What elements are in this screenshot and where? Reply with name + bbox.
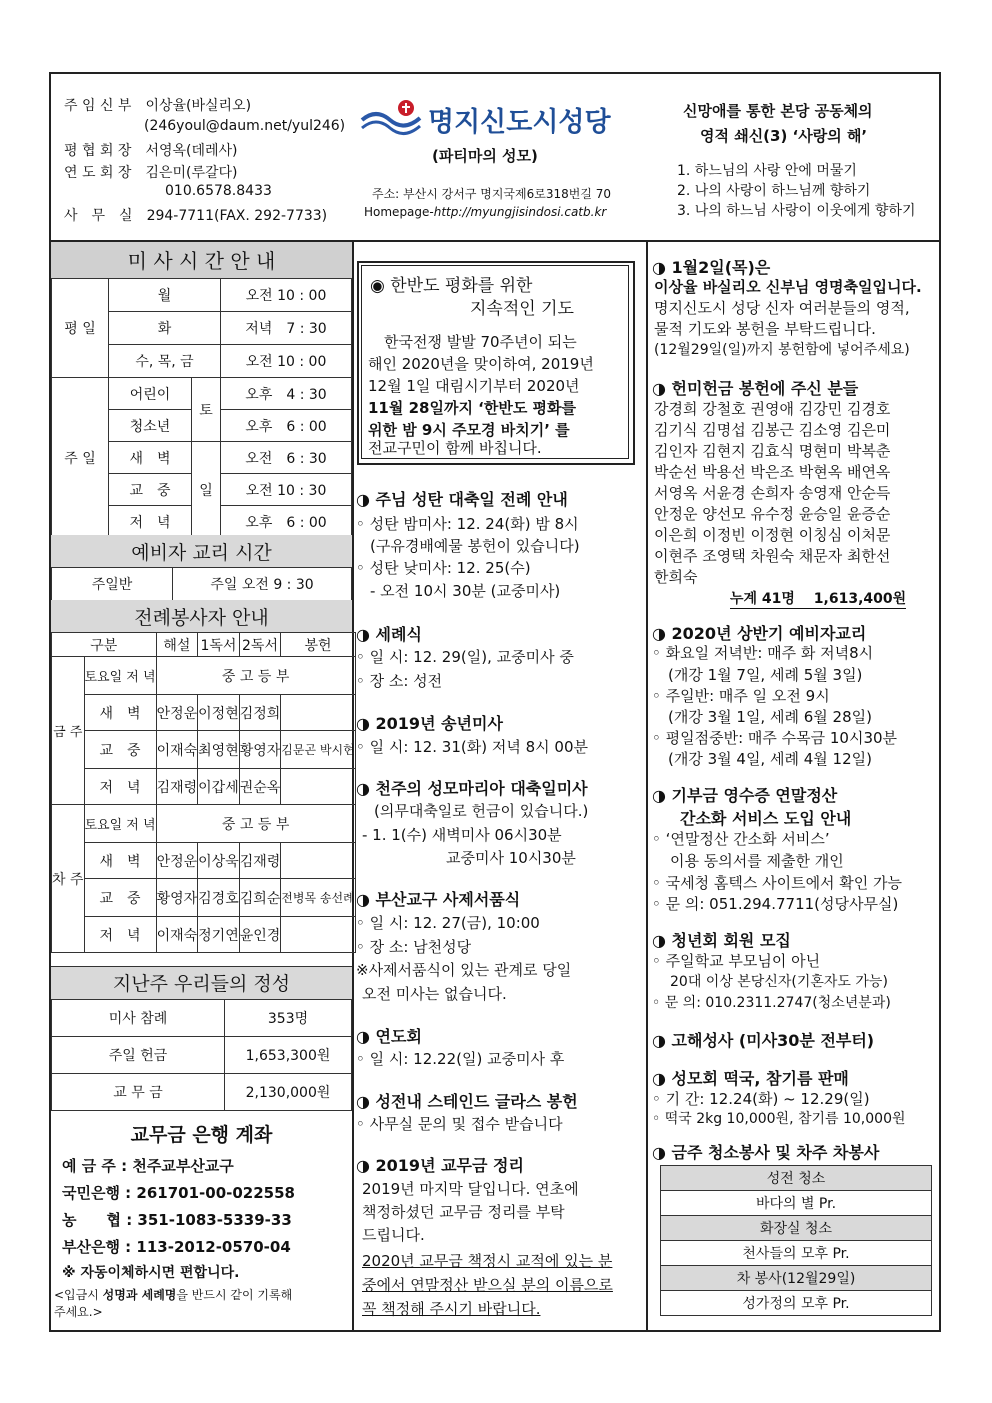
sale-line: ◦ 떡국 2kg 10,000원, 참기름 10,000원: [652, 1111, 906, 1127]
peace-line: 12월 1일 대림시기부터 2020년: [368, 377, 580, 395]
pastor-line: 주 임 신 부 이상율(바실리오): [64, 98, 252, 114]
clean-row: 차 봉사(12월29일): [661, 1266, 932, 1291]
sunday-label: 주 일: [52, 378, 109, 538]
glass-title: ◑ 성전내 스테인드 글라스 봉헌: [356, 1092, 578, 1111]
weekday-label: 평 일: [52, 279, 109, 378]
deposit-note-2: 주세요.>: [54, 1305, 103, 1319]
renewal-item: 3. 나의 하느님 사랑이 이웃에게 향하기: [677, 203, 916, 219]
catechism-table: 주일반 주일 오전 9 : 30: [51, 567, 352, 601]
bank-account: 농 협 : 351-1083-5339-33: [62, 1211, 292, 1229]
sale-title: ◑ 성모회 떡국, 참기름 판매: [652, 1069, 849, 1088]
dues-underlined-line: 중에서 연말정산 받으실 분의 이름으로: [362, 1276, 613, 1294]
donor-row: 서영옥 서윤경 손희자 송영재 안순득: [654, 484, 891, 502]
mary-line: 교중미사 10시30분: [446, 849, 576, 867]
glass-line: ◦ 사무실 문의 및 접수 받습니다: [356, 1115, 563, 1133]
donor-row: 안정운 양선모 유수정 윤승일 윤증순: [654, 505, 891, 523]
patron: (파티마의 성모): [432, 147, 538, 165]
donor-row: 박순선 박용선 박은조 박현옥 배연옥: [654, 463, 891, 481]
cate-title: ◑ 2020년 상반기 예비자교리: [652, 624, 867, 643]
donor-row: 강경희 강철호 권영애 김강민 김경호: [654, 400, 891, 418]
cate-line: ◦ 평일점중반: 매주 수목금 10시30분: [652, 729, 898, 747]
yeondo-title: ◑ 연도회: [356, 1027, 422, 1046]
confession-title: ◑ 고해성사 (미사30분 전부터): [652, 1031, 875, 1050]
tax-line: ◦ ‘연말정산 간소화 서비스’: [652, 830, 830, 848]
feast-line: 명지신도시 성당 신자 여러분들의 영적,: [654, 299, 910, 317]
offering-table: 미사 참례 353명 주일 헌금 1,653,300원 교 무 금 2,130,000원: [51, 999, 352, 1111]
dues-underlined-line: 꼭 책정해 주시기 바랍니다.: [362, 1300, 541, 1318]
mass-title: 미 사 시 간 안 내: [127, 249, 276, 273]
homepage[interactable]: Homepage-http://myungjisindosi.catb.kr: [364, 205, 607, 219]
renewal-item: 1. 하느님의 사랑 안에 머물기: [677, 163, 857, 179]
dues-line: 책정하셨던 교무금 정리를 부탁: [362, 1203, 565, 1221]
church-name: 명지신도시성당: [428, 107, 611, 138]
ordination-line: ※사제서품식이 있는 관계로 당일: [356, 961, 572, 979]
donor-row: 김인자 김현지 김효식 명현미 박복춘: [654, 442, 891, 460]
bank-holder: 예 금 주 : 천주교부산교구: [62, 1157, 234, 1175]
ordination-title: ◑ 부산교구 사제서품식: [356, 890, 521, 909]
bank-account: 부산은행 : 113-2012-0570-04: [62, 1238, 291, 1256]
clean-row: 화장실 청소: [661, 1216, 932, 1241]
christmas-line: - 오전 10시 30분 (교중미사): [370, 582, 561, 600]
cate-line: (개강 3월 4일, 세례 4월 12일): [668, 750, 872, 768]
tax-title-2: 간소화 서비스 도입 안내: [680, 809, 852, 828]
legion-phone: 010.6578.8433: [165, 183, 272, 199]
offering-title: 지난주 우리들의 정성: [112, 973, 291, 995]
address: 주소: 부산시 강서구 명지국제6로318번길 70: [372, 187, 611, 201]
youth-line: 20대 이상 본당신자(기혼자도 가능): [670, 974, 888, 990]
donors-title: ◑ 헌미헌금 봉헌에 주신 분들: [652, 379, 859, 398]
donor-row: 이은희 이정빈 이정현 이칭심 이처문: [654, 526, 891, 544]
bank-account: 국민은행 : 261701-00-022558: [62, 1184, 295, 1202]
feast-line: (12월29일(일)까지 봉헌함에 넣어주세요): [654, 342, 910, 358]
church-logo: [360, 98, 422, 140]
yearend-title: ◑ 2019년 송년미사: [356, 714, 503, 733]
tax-line: ◦ 국세청 홈텍스 사이트에서 확인 가능: [652, 874, 903, 892]
mary-line: - 1. 1(수) 새벽미사 06시30분: [362, 826, 562, 844]
christmas-line: (구유경배예물 봉헌이 있습니다): [370, 537, 580, 555]
deposit-note: <입금시 성명과 세례명을 반드시 같이 기록해: [54, 1288, 293, 1302]
yeondo-line: ◦ 일 시: 12.22(일) 교중미사 후: [356, 1050, 565, 1068]
donors-total: 누계 41명 1,613,400원: [730, 588, 906, 609]
peace-title-1: ◉ 한반도 평화를 위한: [370, 276, 533, 296]
mary-title: ◑ 천주의 성모마리아 대축일미사: [356, 779, 588, 798]
liturgy-table: 구분 해설 1독서 2독서 봉헌 금 주 토요일 저 녁 중 고 등 부 새 벽 안정운 이정현 김정희 교 중 이재숙 최영현 황영자 김문곤 박시현 저 녁 김재령 이갑세 권순옥 차 주 토요일 저 녁 중 고 등 부 새 벽 안정운 이상욱 김재령 교 중 황영자 김경호 김희순 전병목 송선례 저 녁 이재숙 정기연 윤인경: [51, 632, 356, 953]
sale-line: ◦ 기 간: 12.24(화) ~ 12.29(일): [652, 1090, 870, 1108]
donor-row: 한희숙: [654, 568, 698, 586]
donor-row: 김기식 김명섭 김봉근 김소영 김은미: [654, 421, 891, 439]
mary-line: (의무대축일로 헌금이 있습니다.): [374, 802, 589, 820]
clean-row: 바다의 별 Pr.: [661, 1191, 932, 1216]
clean-row: 성전 청소: [661, 1166, 932, 1191]
yearend-line: ◦ 일 시: 12. 31(화) 저녁 8시 00분: [356, 738, 588, 756]
column-divider-2: [646, 240, 648, 1332]
clean-title: ◑ 금주 청소봉사 및 차주 차봉사: [652, 1143, 880, 1162]
council-line: 평 협 회 장 서영옥(데레사): [64, 143, 238, 159]
catechism-title: 예비자 교리 시간: [131, 542, 272, 564]
youth-line: ◦ 문 의: 010.2311.2747(청소년분과): [652, 995, 891, 1011]
feast-line: 물적 기도와 봉헌을 부탁드립니다.: [654, 320, 876, 338]
peace-line: 한국전쟁 발발 70주년이 되는: [384, 333, 577, 351]
bank-title: 교무금 은행 계좌: [130, 1124, 273, 1146]
office-line: 사 무 실 294-7711(FAX. 292-7733): [64, 208, 328, 224]
baptism-title: ◑ 세례식: [356, 625, 422, 644]
baptism-line: ◦ 일 시: 12. 29(일), 교중미사 중: [356, 648, 574, 666]
tax-line: 이용 동의서를 제출한 개인: [670, 852, 844, 870]
dues-title: ◑ 2019년 교무금 정리: [356, 1156, 524, 1175]
cate-line: ◦ 화요일 저녁반: 매주 화 저녁8시: [652, 644, 874, 662]
renewal-title-1: 신망애를 통한 본당 공동체의: [683, 102, 873, 120]
legion-line: 연 도 회 장 김은미(루갈다): [64, 165, 238, 181]
tax-line: ◦ 문 의: 051.294.7711(성당사무실): [652, 895, 899, 913]
liturgy-title: 전례봉사자 안내: [134, 607, 269, 629]
cate-line: (개강 3월 1일, 세례 6월 28일): [668, 708, 872, 726]
youth-line: ◦ 주일학교 부모님이 아닌: [652, 952, 821, 970]
clean-table: [660, 1165, 932, 1316]
peace-line: 위한 밤 9시 주모경 바치기’ 를: [368, 421, 570, 439]
pastor-contact: (246youl@daum.net/yul246): [144, 118, 346, 134]
ordination-line: ◦ 장 소: 남천성당: [356, 938, 472, 956]
youth-title: ◑ 청년회 회원 모집: [652, 931, 791, 950]
dues-line: 드립니다.: [362, 1226, 425, 1244]
cate-line: ◦ 주일반: 매주 일 오전 9시: [652, 687, 830, 705]
peace-line: 해인 2020년을 맞이하여, 2019년: [368, 355, 594, 373]
tax-title-1: ◑ 기부금 영수증 연말정산: [652, 786, 838, 805]
cate-line: (개강 1월 7일, 세례 5월 3일): [668, 666, 863, 684]
baptism-line: ◦ 장 소: 성전: [356, 672, 443, 690]
peace-title-2: 지속적인 기도: [470, 299, 574, 319]
peace-line: 11월 28일까지 ‘한반도 평화를: [368, 399, 577, 417]
clean-row: 천사들의 모후 Pr.: [661, 1241, 932, 1266]
feast-line: 이상율 바실리오 신부님 영명축일입니다.: [654, 278, 922, 296]
dues-line: 2019년 마지막 달입니다. 연초에: [362, 1180, 579, 1198]
clean-row: 성가정의 모후 Pr.: [661, 1291, 932, 1316]
ordination-line: 오전 미사는 없습니다.: [362, 985, 507, 1003]
mass-table: 평 일 월 오전 10 : 00 화 저녁 7 : 30 수, 목, 금 오전 10 : 00 주 일 어린이 토 오후 4 : 30 청소년 오후 6 : 00 새 벽 일 오전 6 : 30 교 중 오전 10 : 30 저 녁 오후 6 : 00: [51, 278, 352, 538]
peace-line: 전교구민이 함께 바칩니다.: [368, 439, 542, 457]
christmas-line: ◦ 성탄 밤미사: 12. 24(화) 밤 8시: [356, 515, 579, 533]
donor-row: 이현주 조영택 차원숙 채문자 최한선: [654, 547, 891, 565]
dues-underlined-line: 2020년 교무금 책정시 교적에 있는 분: [362, 1252, 613, 1270]
feast-title: ◑ 1월2일(목)은: [652, 258, 771, 277]
renewal-title-2: 영적 쇄신(3) ‘사랑의 해’: [700, 127, 868, 145]
ordination-line: ◦ 일 시: 12. 27(금), 10:00: [356, 914, 540, 932]
renewal-item: 2. 나의 사랑이 하느님께 향하기: [677, 183, 871, 199]
auto-transfer-note: ※ 자동이체하시면 편합니다.: [62, 1265, 240, 1281]
christmas-line: ◦ 성탄 낮미사: 12. 25(수): [356, 559, 531, 577]
christmas-title: ◑ 주님 성탄 대축일 전례 안내: [356, 490, 568, 509]
